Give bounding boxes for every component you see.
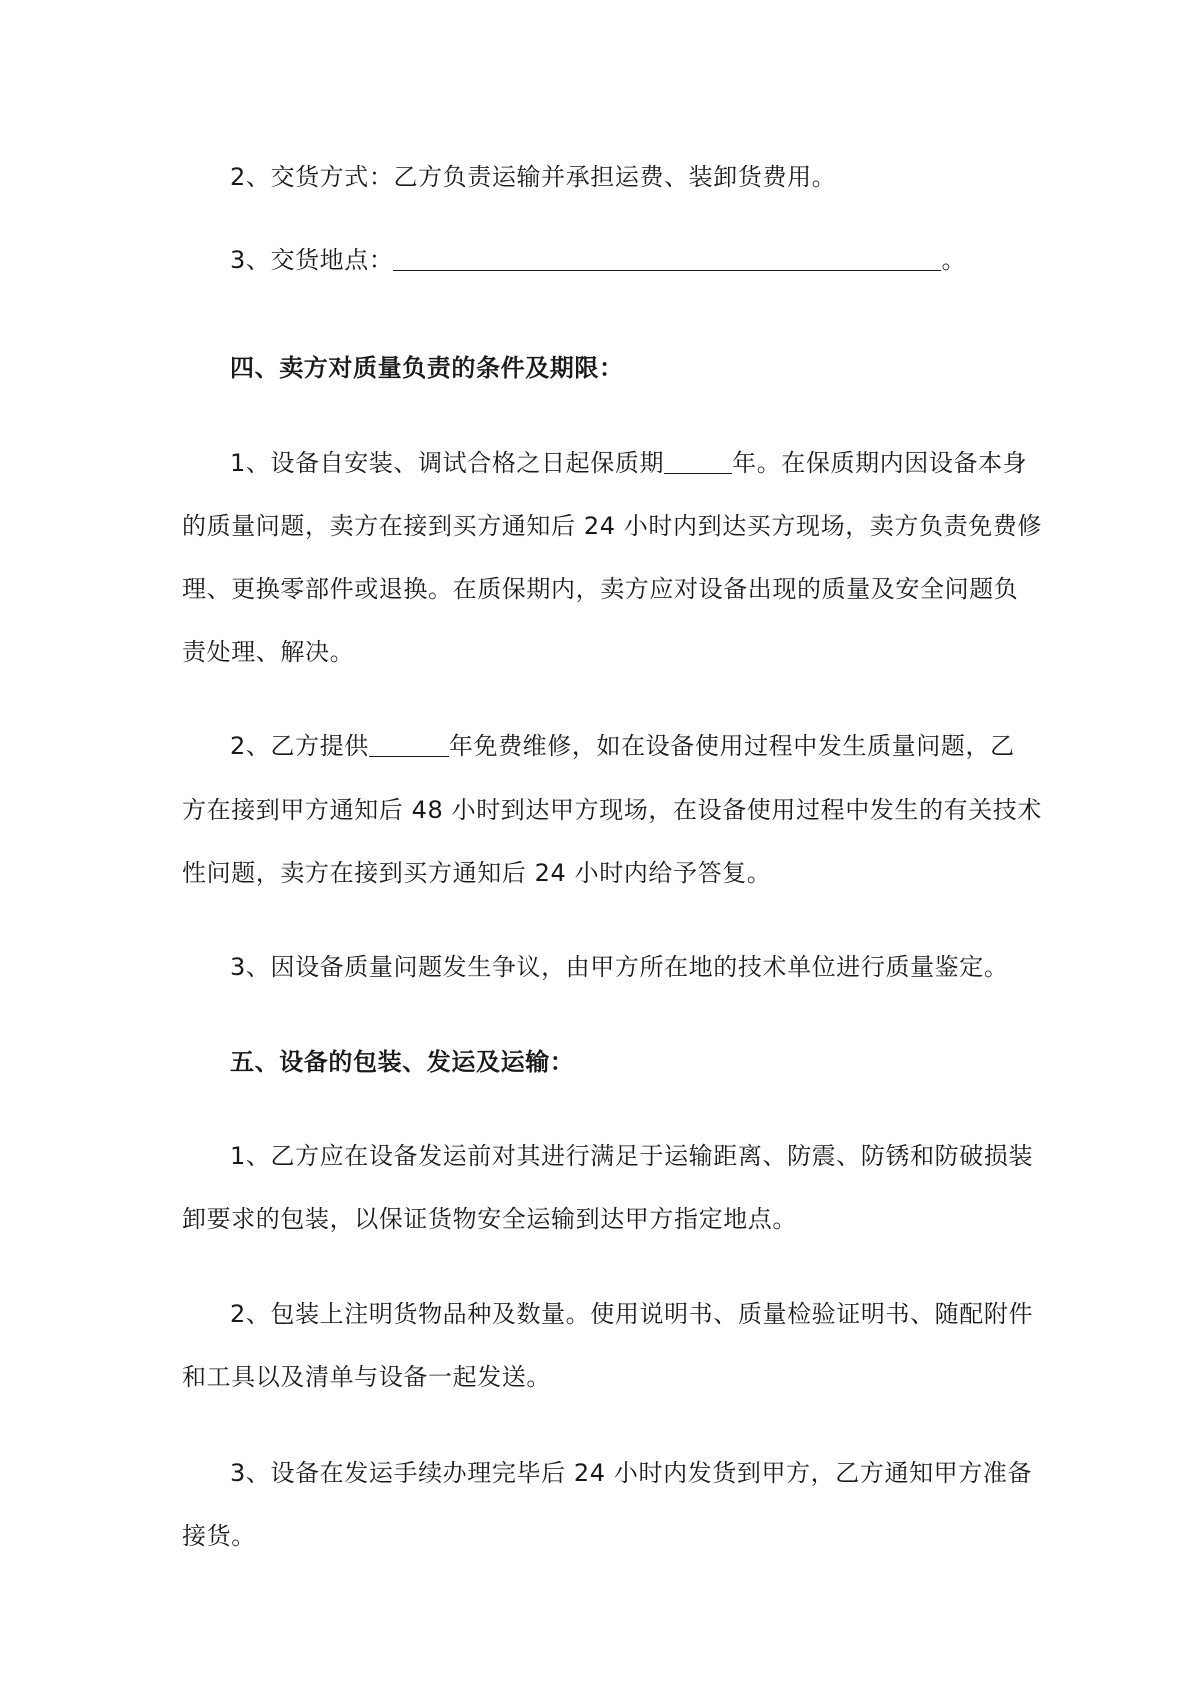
quality-clause-2-line-3 <box>182 857 771 889</box>
packaging-clause-2-line-2 <box>182 1361 551 1393</box>
quality-clause-1-line-3 <box>182 573 1018 605</box>
fill-in-blank <box>664 449 732 474</box>
clause-text: 性问题，卖方在接到买方通知后 24 小时内给予答复。 <box>182 859 772 887</box>
clause-text: 接货。 <box>182 1522 256 1550</box>
fill-in-blank <box>393 246 941 271</box>
quality-clause-3 <box>230 951 1008 983</box>
clause-text: 理、更换零部件或退换。在质保期内，卖方应对设备出现的质量及安全问题负 <box>182 575 1019 603</box>
clause-text: 2、交货方式：乙方负责运输并承担运费、装卸货费用。 <box>230 163 837 191</box>
packaging-clause-2-line-1 <box>230 1298 1033 1330</box>
packaging-clause-3-line-2 <box>182 1520 256 1552</box>
clause-text: 年免费维修，如在设备使用过程中发生质量问题，乙 <box>448 732 1015 760</box>
delivery-place-clause <box>230 244 966 276</box>
clause-text: 卸要求的包装，以保证货物安全运输到达甲方指定地点。 <box>182 1205 797 1233</box>
section-heading-quality <box>230 352 624 384</box>
clause-text: 1、设备自安装、调试合格之日起保质期 <box>230 449 665 477</box>
clause-text: 2、乙方提供 <box>230 732 369 760</box>
heading-text: 五、设备的包装、发运及运输： <box>230 1048 575 1076</box>
clause-text: 3、因设备质量问题发生争议，由甲方所在地的技术单位进行质量鉴定。 <box>230 953 1009 981</box>
heading-text: 四、卖方对质量负责的条件及期限： <box>230 354 624 382</box>
clause-text: 的质量问题，卖方在接到买方通知后 24 小时内到达买方现场，卖方负责免费修 <box>182 512 1042 540</box>
clause-text: 和工具以及清单与设备一起发送。 <box>182 1363 551 1391</box>
section-heading-packaging <box>230 1046 574 1078</box>
quality-clause-1-line-4 <box>182 636 354 668</box>
clause-label: 3、交货地点： <box>230 246 394 274</box>
clause-end: 。 <box>941 246 967 274</box>
clause-text: 方在接到甲方通知后 48 小时到达甲方现场，在设备使用过程中发生的有关技术 <box>182 796 1042 824</box>
delivery-method-clause <box>230 161 836 193</box>
packaging-clause-1-line-1 <box>230 1140 1033 1172</box>
fill-in-blank <box>369 732 449 757</box>
quality-clause-2-line-1 <box>230 730 1015 762</box>
packaging-clause-3-line-1 <box>230 1457 1032 1489</box>
clause-text: 2、包装上注明货物品种及数量。使用说明书、质量检验证明书、随配附件 <box>230 1300 1034 1328</box>
clause-text: 1、乙方应在设备发运前对其进行满足于运输距离、防震、防锈和防破损装 <box>230 1142 1034 1170</box>
clause-text: 责处理、解决。 <box>182 638 355 666</box>
clause-text: 年。在保质期内因设备本身 <box>732 449 1028 477</box>
quality-clause-1-line-1 <box>230 447 1027 479</box>
quality-clause-2-line-2 <box>182 794 1042 826</box>
clause-text: 3、设备在发运手续办理完毕后 24 小时内发货到甲方，乙方通知甲方准备 <box>230 1459 1033 1487</box>
packaging-clause-1-line-2 <box>182 1203 797 1235</box>
quality-clause-1-line-2 <box>182 510 1042 542</box>
